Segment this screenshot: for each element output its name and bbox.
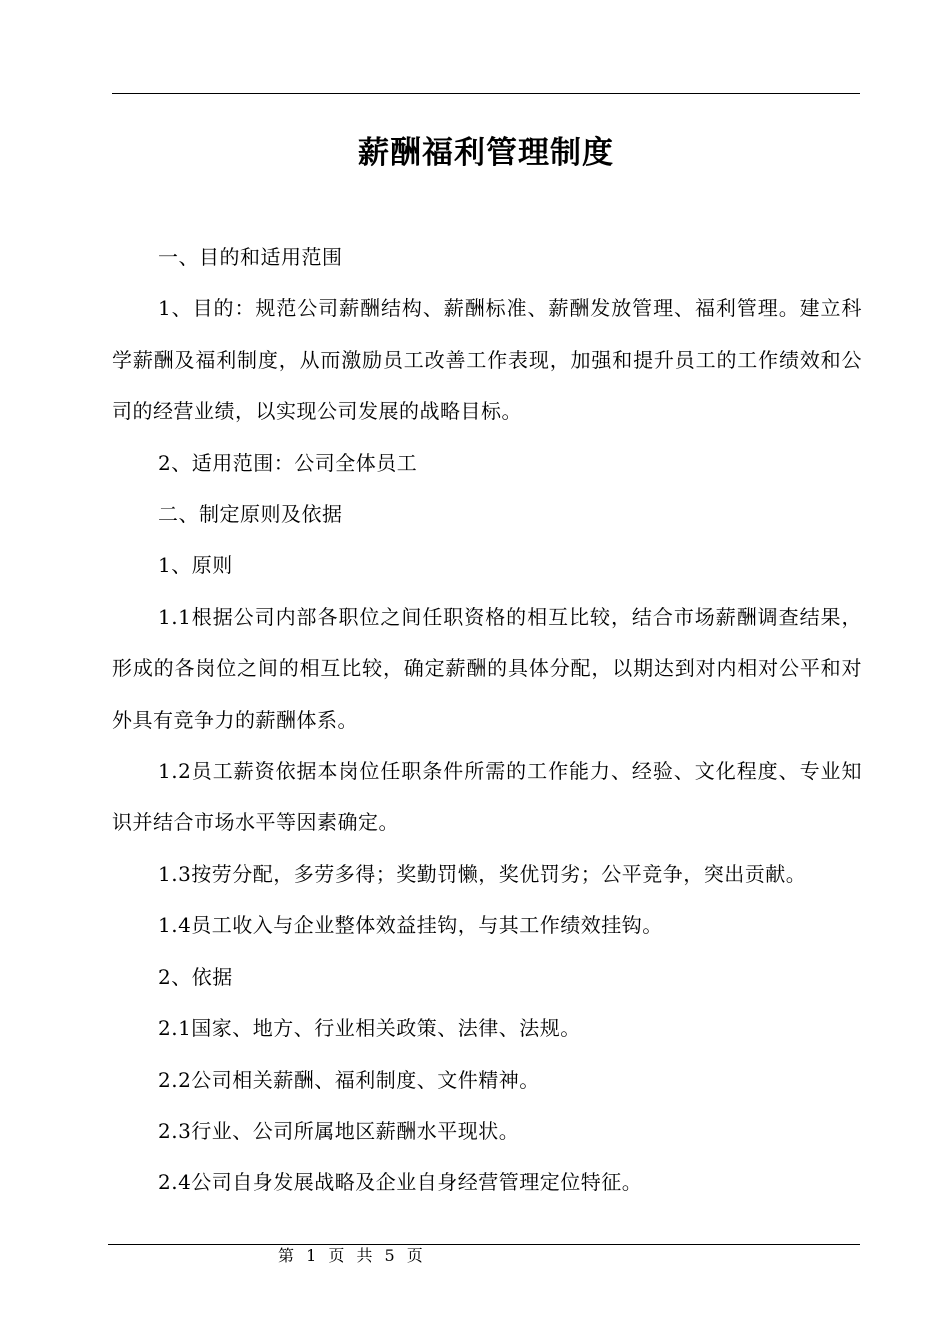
- paragraph-principle-1-1: 1.1根据公司内部各职位之间任职资格的相互比较，结合市场薪酬调查结果，形成的各岗位之间的相互比较，确定薪酬的具体分配，以期达到对内相对公平和对外具有竞争力的薪酬体系。: [112, 604, 862, 732]
- subheading-principles: 1、原则: [158, 553, 233, 578]
- paragraph-principle-1-2: 1.2员工薪资依据本岗位任职条件所需的工作能力、经验、文化程度、专业知识并结合市场水平等因素确定。: [112, 759, 862, 835]
- paragraph-scope: 2、适用范围：公司全体员工: [158, 450, 418, 475]
- document-body: [112, 232, 862, 1209]
- footer-rule: [108, 1244, 860, 1245]
- section-heading-principles-basis: 二、制定原则及依据: [158, 502, 343, 527]
- paragraph-basis-2-1: 2.1国家、地方、行业相关政策、法律、法规。: [158, 1016, 581, 1041]
- paragraph-basis-2-4: 2.4公司自身发展战略及企业自身经营管理定位特征。: [158, 1170, 643, 1195]
- section-heading-purpose-scope: 一、目的和适用范围: [158, 245, 343, 269]
- paragraph-basis-2-3: 2.3行业、公司所属地区薪酬水平现状。: [158, 1118, 520, 1143]
- header-rule: [112, 93, 860, 94]
- paragraph-principle-1-3: 1.3按劳分配，多劳多得；奖勤罚懒，奖优罚劣；公平竞争，突出贡献。: [158, 861, 807, 886]
- paragraph-basis-2-2: 2.2公司相关薪酬、福利制度、文件精神。: [158, 1067, 540, 1092]
- paragraph-principle-1-4: 1.4员工收入与企业整体效益挂钩，与其工作绩效挂钩。: [158, 913, 663, 938]
- paragraph-purpose: 1、目的：规范公司薪酬结构、薪酬标准、薪酬发放管理、福利管理。建立科学薪酬及福利制度，从而激励员工改善工作表现，加强和提升员工的工作绩效和公司的经营业绩，以实现公司发展的战略目标。: [112, 296, 862, 424]
- page-number: 第 1 页 共 5 页: [278, 1246, 425, 1265]
- subheading-basis: 2、依据: [158, 964, 233, 989]
- document-title: 薪酬福利管理制度: [358, 135, 614, 171]
